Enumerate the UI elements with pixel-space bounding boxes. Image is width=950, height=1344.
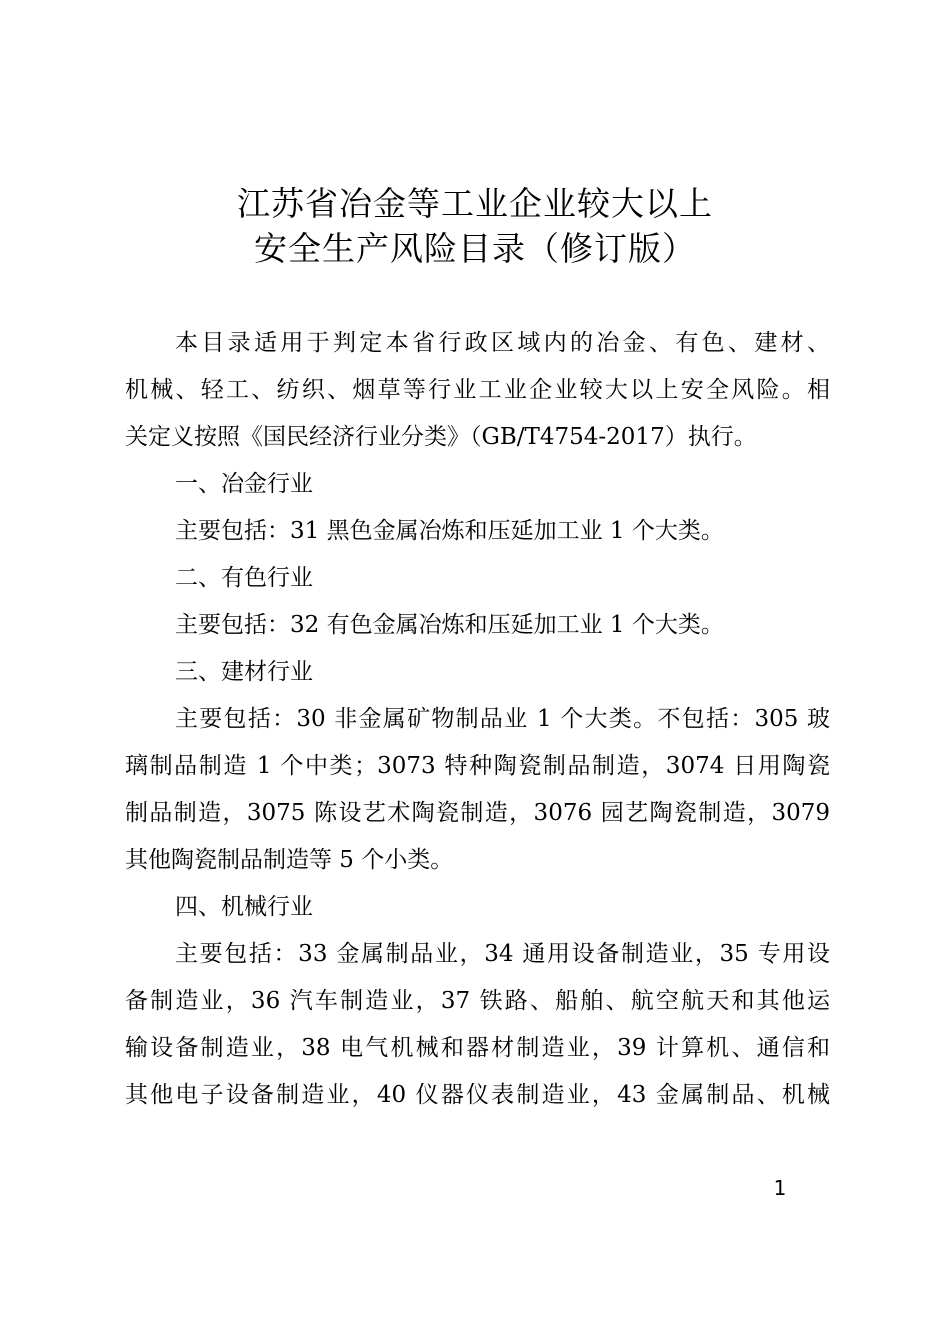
body-line: 关定义按照《国民经济行业分类》（GB/T4754-2017）执行。 bbox=[125, 424, 757, 450]
body-line: 制品制造，3075 陈设艺术陶瓷制造，3076 园艺陶瓷制造，3079 bbox=[125, 800, 830, 826]
document-title-line-1: 江苏省冶金等工业企业较大以上 bbox=[237, 184, 713, 223]
document-body bbox=[125, 320, 830, 1119]
section-heading-metallurgy: 一、冶金行业 bbox=[175, 471, 313, 497]
body-line: 备制造业，36 汽车制造业，37 铁路、船舶、航空航天和其他运 bbox=[125, 988, 830, 1014]
section-heading-building-materials: 三、建材行业 bbox=[175, 659, 313, 685]
body-line: 主要包括：30 非金属矿物制品业 1 个大类。不包括：305 玻 bbox=[175, 706, 830, 732]
body-line: 其他陶瓷制品制造等 5 个小类。 bbox=[125, 847, 454, 873]
body-line: 主要包括：31 黑色金属冶炼和压延加工业 1 个大类。 bbox=[175, 518, 724, 544]
body-line: 璃制品制造 1 个中类；3073 特种陶瓷制品制造，3074 日用陶瓷 bbox=[125, 753, 830, 779]
document-title-line-2: 安全生产风险目录（修订版） bbox=[254, 229, 696, 268]
section-heading-nonferrous: 二、有色行业 bbox=[175, 565, 313, 591]
body-line: 主要包括：32 有色金属冶炼和压延加工业 1 个大类。 bbox=[175, 612, 724, 638]
page-number: 1 bbox=[773, 1176, 787, 1200]
body-line: 机械、轻工、纺织、烟草等行业工业企业较大以上安全风险。相 bbox=[125, 377, 830, 403]
body-line: 主要包括：33 金属制品业，34 通用设备制造业，35 专用设 bbox=[175, 941, 830, 967]
body-line: 其他电子设备制造业，40 仪器仪表制造业，43 金属制品、机械 bbox=[125, 1082, 830, 1108]
body-line: 本目录适用于判定本省行政区域内的冶金、有色、建材、 bbox=[175, 330, 830, 356]
body-line: 输设备制造业，38 电气机械和器材制造业，39 计算机、通信和 bbox=[125, 1035, 830, 1061]
section-heading-machinery: 四、机械行业 bbox=[175, 894, 313, 920]
